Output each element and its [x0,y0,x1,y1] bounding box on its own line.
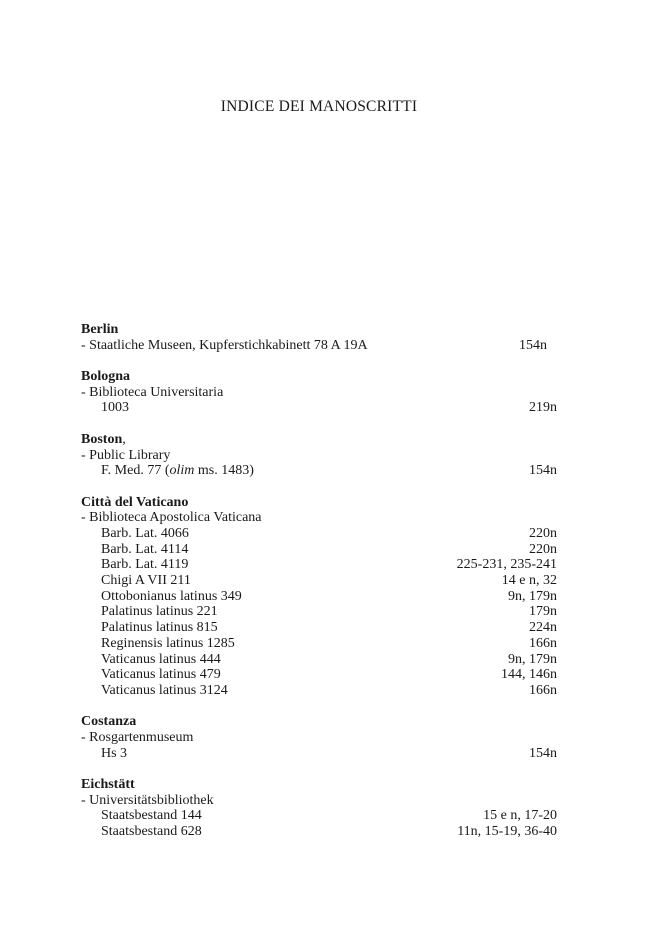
page-reference: 15 e n, 17-20 [483,808,557,824]
manuscript-row [81,620,557,636]
shelfmark: Palatinus latinus 221 [101,604,218,620]
shelfmark: F. Med. 77 (olim ms. 1483) [101,463,254,479]
page-reference: 14 e n, 32 [501,573,557,589]
shelfmark: Barb. Lat. 4119 [101,557,189,573]
city-name: Bologna [81,369,131,385]
shelfmark: Palatinus latinus 815 [101,620,218,636]
manuscript-row [81,824,557,840]
institution-name: - Biblioteca Apostolica Vaticana [81,510,262,526]
page-reference: 154n [529,463,557,479]
page-reference: 11n, 15-19, 36-40 [457,824,557,840]
page-reference: 9n, 179n [508,651,557,667]
page-title: INDICE DEI MANOSCRITTI [220,98,418,115]
manuscript-row [81,652,557,668]
shelfmark: Vaticanus latinus 3124 [101,682,228,698]
manuscript-row [81,573,557,589]
city-entry-berlin [81,322,557,353]
institution-name: - Staatliche Museen, Kupferstichkabinett 78 A 19A [81,337,368,353]
shelfmark: Barb. Lat. 4066 [101,526,189,542]
institution-name: - Biblioteca Universitaria [81,384,224,400]
manuscript-row [81,604,557,620]
city-entry-costanza [81,714,557,761]
manuscript-index [81,322,557,856]
city-entry-vatican [81,495,557,699]
page-reference: 144, 146n [501,667,557,683]
manuscript-row [81,589,557,605]
shelfmark: Hs 3 [101,745,128,761]
city-name: Berlin [81,322,119,337]
page-reference: 225-231, 235-241 [456,557,557,573]
institution-name: - Rosgartenmuseum [81,730,194,745]
manuscript-row [81,636,557,652]
page-reference: 9n, 179n [508,588,557,604]
city-entry-bologna [81,369,557,416]
manuscript-row [81,683,557,699]
city-entry-eichstatt [81,777,557,840]
city-name: Boston, [81,431,126,447]
manuscript-row [81,463,557,479]
page-reference: 220n [529,526,557,542]
city-name: Città del Vaticano [81,494,189,510]
institution-row [81,338,557,354]
manuscript-row [81,400,557,416]
shelfmark: Barb. Lat. 4114 [101,541,189,557]
page-reference: 154n [519,337,547,353]
shelfmark: Chigi A VII 211 [101,573,191,589]
institution-name: - Universitätsbibliothek [81,792,214,808]
shelfmark: Ottobonianus latinus 349 [101,588,242,604]
shelfmark: Vaticanus latinus 479 [101,667,221,683]
manuscript-row [81,808,557,824]
manuscript-row [81,557,557,573]
shelfmark: Staatsbestand 144 [101,808,202,824]
shelfmark: Staatsbestand 628 [101,824,202,840]
page-reference: 166n [529,682,557,698]
manuscript-row [81,542,557,558]
shelfmark: Reginensis latinus 1285 [101,635,235,651]
page-reference: 179n [529,604,557,620]
page-reference: 220n [529,541,557,557]
shelfmark: 1003 [101,400,129,416]
city-entry-boston [81,432,557,479]
page-reference: 224n [529,620,557,636]
manuscript-row [81,746,557,762]
shelfmark: Vaticanus latinus 444 [101,651,221,667]
institution-name: - Public Library [81,447,171,463]
city-name: Costanza [81,714,137,730]
page-reference: 154n [529,745,557,761]
page-reference: 219n [529,400,557,416]
city-name: Eichstätt [81,777,135,793]
manuscript-row [81,526,557,542]
manuscript-row [81,667,557,683]
page-reference: 166n [529,635,557,651]
